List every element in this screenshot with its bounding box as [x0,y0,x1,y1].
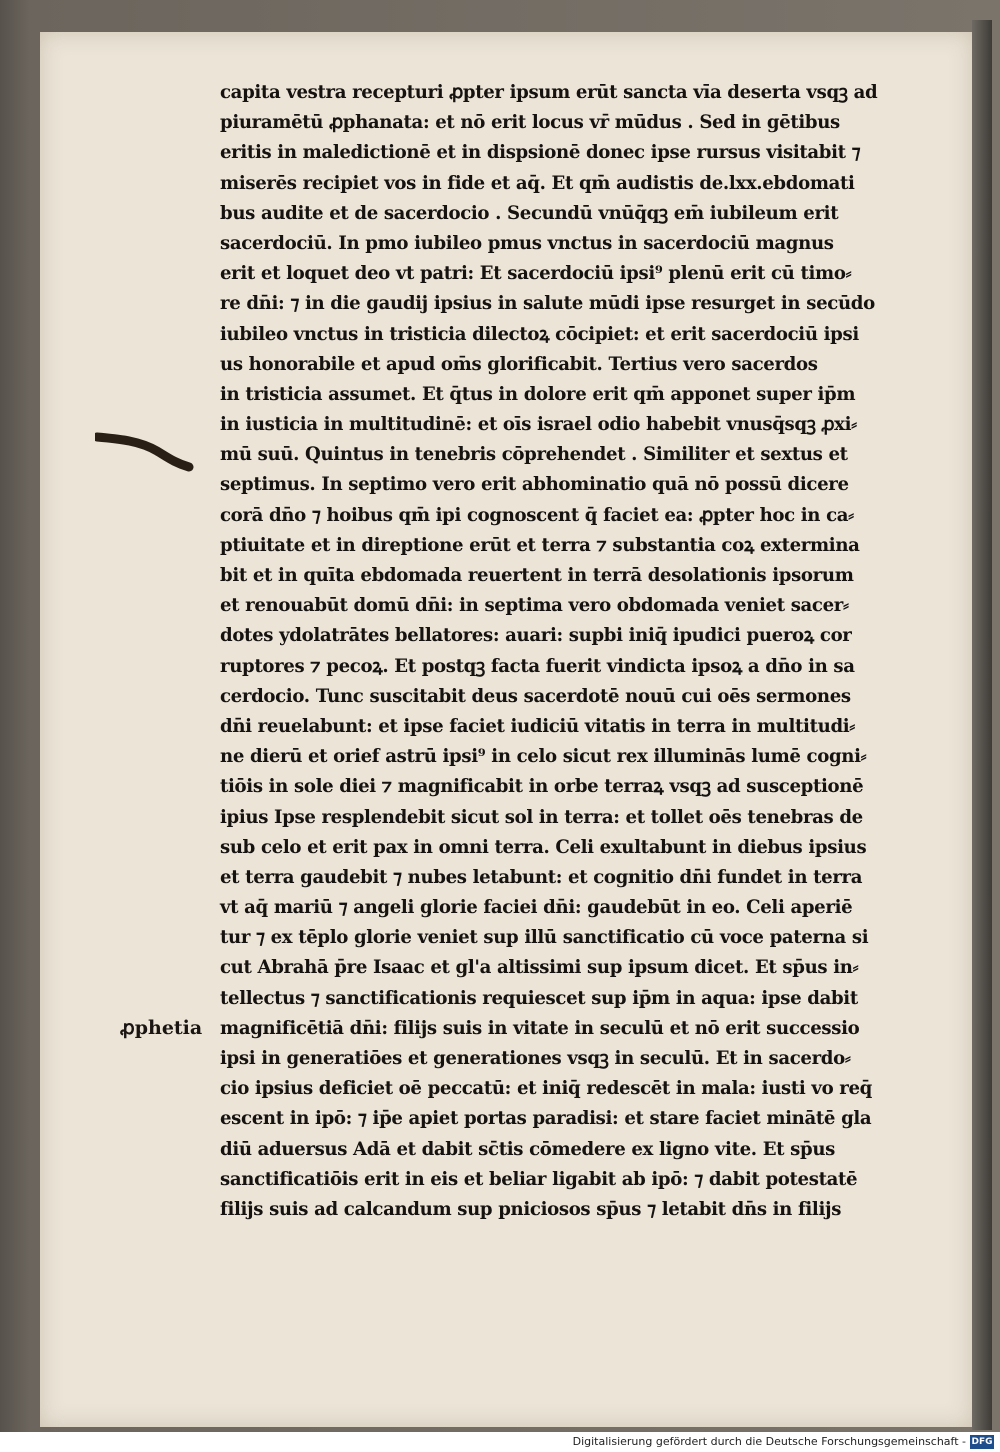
text-line: septimus. In septimo vero erit abhominatio quā nō possū dicere [220,474,849,496]
footer-bar [0,1432,1000,1452]
marginal-note: ꝓphetia [120,1017,203,1039]
text-line: erit et loquet deo vt patri: Et sacerdociū ipsi⁹ plenū erit cū timo⸗ [220,263,852,285]
text-line: vt aq̄ mariū ⁊ angeli glorie faciei dn̄i: gaudebūt in eo. Celi aperiē [220,897,853,919]
text-line: escent in ipō: ⁊ ip̄e apiet portas paradisi: et stare faciet minātē gla [220,1108,872,1130]
text-line: sacerdociū. In pmo iubileo pmus vnctus in sacerdociū magnus [220,232,834,254]
text-line: tiōis in sole diei ⁊ magnificabit in orbe terraꝝ vsqꝫ ad susceptionē [220,776,864,798]
text-line: et terra gaudebit ⁊ nubes letabunt: et cognitio dn̄i fundet in terra [220,866,863,888]
main-text-block [220,78,960,1225]
text-line: dotes ydolatrātes bellatores: auari: supbi iniq̄ ipudici pueroꝝ cor [220,625,852,647]
text-line: cio ipsius deficiet oē peccatū: et iniq̄ redescēt in mala: iusti vo req̄ [220,1078,873,1100]
text-line: iubileo vnctus in tristicia dilectoꝝ cōcipiet: et erit sacerdociū ipsi [220,323,859,345]
text-line: ruptores ⁊ pecoꝝ. Et postqꝫ facta fuerit vindicta ipsoꝝ a dn̄o in sa [220,655,855,677]
text-line: ptiuitate et in direptione erūt et terra ⁊ substantia coꝝ extermina [220,534,860,556]
text-line: miserēs recipiet vos in fide et aq̄. Et qm̄ audistis de.lxx.ebdomati [220,172,855,194]
text-line: corā dn̄o ⁊ hoibus qm̄ ipi cognoscent q̄ faciet ea: ꝓpter hoc in ca⸗ [220,504,854,526]
text-line: in tristicia assumet. Et q̄tus in dolore erit qm̄ apponet super ip̄m [220,383,856,405]
text-line: magnificētiā dn̄i: filijs suis in vitate in seculū et nō erit successio [220,1017,860,1039]
text-line: ipsi in generatiōes et generationes vsqꝫ in seculū. Et in sacerdo⸗ [220,1048,851,1069]
text-line: sub celo et erit pax in omni terra. Celi exultabunt in diebus ipsius [220,836,867,858]
text-line: mū suū. Quintus in tenebris cōprehendet . Similiter et sextus et [220,444,848,466]
text-line: bus audite et de sacerdocio . Secundū vnūq̄qꝫ em̄ iubileum erit [220,202,839,224]
text-line: piuramētū ꝓphanata: et nō erit locus vr̄ mūdus . Sed in gētibus [220,112,840,134]
text-line: ipius Ipse resplendebit sicut sol in terra: et tollet oēs tenebras de [220,806,863,828]
dfg-logo: DFG [971,1437,993,1447]
text-line: sanctificatiōis erit in eis et beliar ligabit ab ipō: ⁊ dabit potestatē [220,1168,858,1190]
text-line: in iusticia in multitudinē: et oīs israel odio habebit vnusq̄sqꝫ ꝓxi⸗ [220,414,857,436]
text-line: cerdocio. Tunc suscitabit deus sacerdotē nouū cui oēs sermones [220,685,851,707]
marginal-ink-stroke [95,427,195,477]
text-line: ne dierū et orief astrū ipsi⁹ in celo sicut rex illuminās lumē cogni⸗ [220,746,867,768]
text-line: diū aduersus Adā et dabit sc̄tis cōmedere ex ligno vite. Et sp̄us [220,1138,836,1160]
text-line: re dn̄i: ⁊ in die gaudij ipsius in salute mūdi ipse resurget in secūdo [220,293,875,315]
text-line: tur ⁊ ex tēplo glorie veniet sup illū sanctificatio cū voce paterna si [220,927,869,949]
text-line: filijs suis ad calcandum sup pniciosos sp̄us ⁊ letabit dn̄s in filijs [220,1198,842,1220]
text-line: cut Abrahā p̄re Isaac et gl'a altissimi sup ipsum dicet. Et sp̄us in⸗ [220,957,859,979]
page-edge [972,20,992,1430]
text-line: et renouabūt domū dn̄i: in septima vero obdomada veniet sacer⸗ [220,595,849,617]
text-line: capita vestra recepturi ꝓpter ipsum erūt sancta vīa deserta vsqꝫ ad [220,82,878,103]
text-line: us honorabile et apud om̄s glorificabit. Tertius vero sacerdos [220,353,818,375]
text-line: bit et in quīta ebdomada reuertent in terrā desolationis ipsorum [220,565,854,586]
text-line: tellectus ⁊ sanctificationis requiescet sup ip̄m in aqua: ipse dabit [220,987,858,1009]
text-line: dn̄i reuelabunt: et ipse faciet iudiciū vitatis in terra in multitudi⸗ [220,715,856,737]
text-line: eritis in maledictionē et in dispsionē donec ipse rursus visitabit ⁊ [220,142,861,164]
footer-credit-text: Digitalisierung gefördert durch die Deutsche Forschungsgemeinschaft - [572,1435,966,1448]
